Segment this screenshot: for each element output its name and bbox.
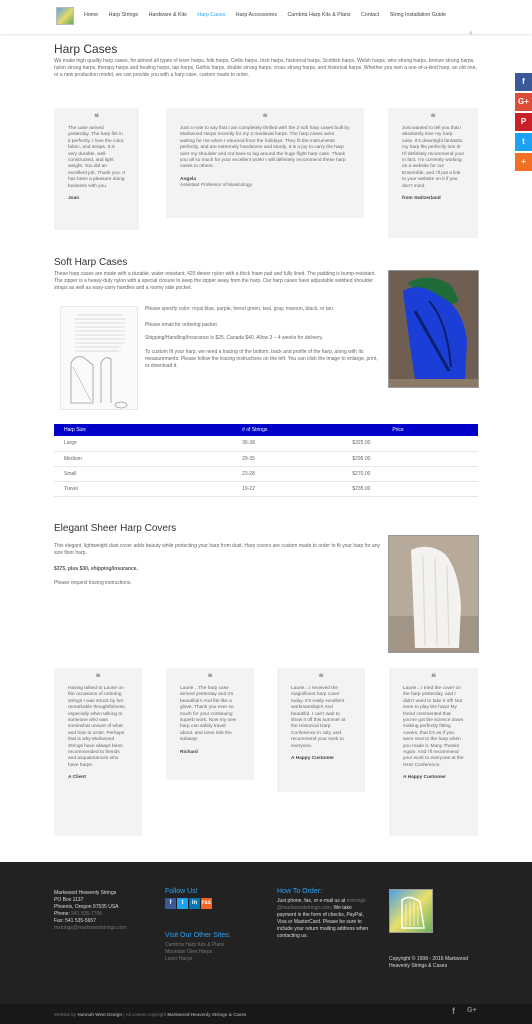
- col-price: Price: [342, 424, 478, 436]
- table-cell: Travel: [54, 481, 232, 496]
- testimonial-text: Just wanted to tell you that I absolutely love my harp case. It’s downright fantastic, my harp fits perfectly into it! I’ll definitely recommend you! In fact, I’m currently working on a website for our Ensemble, and I’ll put a link to your website on it if you don’t mind.: [402, 126, 464, 189]
- footer-logo[interactable]: [389, 889, 433, 933]
- designer-link[interactable]: Hannah West Design: [77, 1012, 123, 1017]
- testimonial-text: Having talked to Laurie on the occasions of ordering strings I was struck by her remarkable thoughtfulness, especially when talking to someone who was somewhat unsure of what and how to order. Perhaps that is why Markwood Strings have always been recommended to friends and acquaintances who have harps.: [68, 686, 126, 768]
- quote-icon: ❝: [94, 112, 99, 122]
- nav-harp-accessories[interactable]: Harp Accessories: [235, 12, 277, 18]
- testimonial-author: Richard: [180, 749, 198, 755]
- footer-email-link[interactable]: mstrings@markwoodstrings.com: [54, 925, 127, 931]
- testimonial-author: A Happy Customer: [403, 775, 447, 781]
- footer-phone: [54, 911, 146, 918]
- footer-fax: Fax: 541 535-5657: [54, 918, 96, 924]
- testimonial-author: A Client: [68, 775, 86, 781]
- order-text-start: Just phone, fax, or e-mail us at: [277, 898, 346, 904]
- table-row: [54, 466, 478, 481]
- testimonial-card: [54, 668, 142, 836]
- table-row: [54, 451, 478, 466]
- sheer-cover-illustration: [389, 536, 479, 653]
- facebook-icon[interactable]: f: [165, 898, 176, 909]
- testimonial-card: [54, 108, 139, 230]
- table-cell: Medium: [54, 451, 232, 466]
- company-link[interactable]: Markwood Heavenly Strings & Cases: [167, 1012, 247, 1017]
- nav-harp-cases[interactable]: Harp Cases: [197, 12, 226, 18]
- shipping-note: Shipping/Handling/Insurance is $25. Canada $40. Allow 3 – 4 weeks for delivery.: [145, 335, 324, 341]
- facebook-share-icon[interactable]: f: [515, 73, 532, 91]
- testimonial-author: Joan: [68, 196, 80, 202]
- testimonial-author-title: Assistant Professor of Musicology: [180, 183, 252, 189]
- soft-cases-heading: Soft Harp Cases: [54, 257, 128, 268]
- quote-icon: ❝: [95, 672, 101, 682]
- phone-link[interactable]: 541 535-7706: [71, 911, 103, 917]
- pinterest-share-icon[interactable]: P: [515, 113, 532, 131]
- custom-fit-note: To custom fit your harp, we need a tracing of the bottom, back and profile of the harp, along with its measurements. Please follow the tracing instructions on the left. You can click the image to enlarge, print, or download it.: [145, 349, 378, 369]
- table-row: [54, 436, 478, 451]
- nav-string-guide[interactable]: String Installation Guide: [389, 12, 446, 18]
- footer-follow: [165, 888, 260, 963]
- testimonial-author: Angela: [180, 176, 196, 182]
- sheer-covers-description: This elegant, lightweight dust cover adds beauty while protecting your harp from dust. Harp covers are custom made to order to fit your harp for any size floor harp.: [54, 543, 380, 556]
- testimonial-author: from Switzerland: [402, 196, 441, 202]
- price-table-header: [54, 424, 478, 436]
- nav-home[interactable]: Home: [84, 12, 99, 18]
- testimonial-text: Just a note to say that I am completely thrilled with the 2 soft harp cases built by Markwood Harps recently for my 2 medieval harps. The harp cases were waiting for me when I returned from the holidays. They fit the instruments perfectly, and are extremely handsome and sturdy. It is a joy to carry the harp over my shoulder and not have to lug around the huge flight harp case. Thank you all so much for your excellent work! I will definitely recommend these harp cases to others.: [180, 126, 350, 170]
- quote-icon: ❝: [207, 672, 213, 682]
- sheer-harp-cover-photo[interactable]: [388, 535, 479, 653]
- footer-order: [277, 888, 369, 940]
- footer-link-laser-harps[interactable]: Laser Harps: [165, 956, 193, 962]
- nav-contact[interactable]: Contact: [360, 12, 380, 18]
- table-cell: 19-22: [232, 481, 342, 496]
- tracing-instructions-image[interactable]: [60, 306, 138, 410]
- table-cell: Small: [54, 466, 232, 481]
- share-sidebar: [515, 73, 532, 173]
- footer-link-cambria[interactable]: Cambria Harp Kits & Plans: [165, 942, 225, 948]
- search-icon[interactable]: ⌕: [469, 30, 473, 37]
- table-cell: 23-28: [232, 466, 342, 481]
- soft-harp-case-photo[interactable]: [388, 270, 479, 388]
- nav-hardware-kits[interactable]: Hardware & Kits: [148, 12, 187, 18]
- col-harp-size: Harp Size: [54, 424, 232, 436]
- site-footer: [0, 862, 532, 1024]
- follow-us-heading: Follow Us!: [165, 888, 198, 895]
- blue-harp-case-illustration: [389, 271, 479, 388]
- google-plus-share-icon[interactable]: G+: [515, 93, 532, 111]
- testimonial-card: [389, 668, 478, 836]
- how-to-order-heading: How To Order:: [277, 888, 322, 895]
- rss-icon[interactable]: rss: [201, 898, 212, 909]
- testimonial-card: [166, 108, 364, 218]
- testimonial-text: Laurie…The harp case arrived yesterday and it’s beautiful!!! And fits like a glove. Thank you ever so much for your continuing superb work. Now my new harp can safely travel about, and even ride the subway!: [180, 686, 237, 743]
- footer-google-plus-icon[interactable]: G+: [467, 1007, 477, 1014]
- harp-logo-icon: [390, 890, 434, 934]
- table-cell: 29-35: [232, 451, 342, 466]
- how-to-order-text: [277, 898, 369, 940]
- credit-label: Website by: [54, 1012, 77, 1017]
- page-title: Harp Cases: [54, 42, 118, 56]
- footer-link-mountain-glen[interactable]: Mountain Glen Harps: [165, 949, 213, 955]
- linkedin-icon[interactable]: in: [189, 898, 200, 909]
- col-strings: # of Strings: [232, 424, 342, 436]
- follow-icons: [165, 898, 260, 909]
- footer-facebook-icon[interactable]: f: [452, 1006, 455, 1016]
- ordering-packet-note: Please email for ordering packet.: [145, 322, 219, 328]
- testimonial-card: [277, 668, 365, 792]
- sheer-covers-price: $375, plus $30, shipping/insurance.: [54, 566, 138, 572]
- nav-harp-strings[interactable]: Harp Strings: [108, 12, 139, 18]
- order-text-end: . We take payment in the form of checks, PayPal, Visa or MasterCard. Please be sure to include your return mailing address when contacting us.: [277, 905, 369, 939]
- testimonial-text: Laurie…I received the magnificent harp cover today. It’s really excellent workmanship!!! And beautiful. I can’t wait to show it off this summer at the Historical Harp Conference in July, and recommend your work to everyone.: [291, 686, 346, 749]
- main-nav: [84, 12, 455, 18]
- table-cell: $270.00: [342, 466, 478, 481]
- table-cell: Large: [54, 436, 232, 451]
- other-sites-heading: Visit Our Other Sites:: [165, 932, 231, 939]
- nav-cambria[interactable]: Cambria Harp Kits & Plans: [287, 12, 351, 18]
- soft-cases-description: These harp cases are made with a durable, water-resistant, 420 denier nylon with a thick foam pad and fully lined. The padding is bump-resistant. The zipper is a heavy-duty nylon with a special closure to keep the zipper away from the harp. Our harp cases have adjustable webbed shoulder straps as well as easy-carry handles and a roomy side pocket.: [54, 271, 376, 291]
- price-table: [54, 424, 478, 497]
- table-row: [54, 481, 478, 496]
- quote-icon: ❝: [430, 112, 436, 122]
- footer-city: Phoenix, Oregon 97535 USA: [54, 904, 119, 910]
- footer-company-name: Markwood Heavenly Strings: [54, 890, 117, 896]
- table-cell: $295.00: [342, 451, 478, 466]
- more-share-icon[interactable]: +: [515, 153, 532, 171]
- testimonial-author: A Happy Customer: [291, 756, 335, 762]
- intro-text: We make high quality harp cases, for almost all types of lever harps, folk harps, Celtic harps, Irish harps, historical harps, Scottish harps, Welsh harps, wire strung harps, bronze strung harps, nylon strung harps, therapy harps and healing harps, lap harps, Gothic harps, double strung harps, cross strung harps, and historical harps. Whether you own a one-of-a-kind harp, an old one, or a new production model, we can provide you with a harp case, custom made to order.: [54, 58, 477, 78]
- phone-label: Phone:: [54, 911, 70, 917]
- quote-icon: ❝: [262, 112, 268, 122]
- order-email-link[interactable]: mstrings@markwoodstrings.com: [277, 898, 366, 911]
- footer-copyright: Copyright © 1998 - 2016 Markwood Heavenly Strings & Cases: [389, 956, 469, 969]
- tracing-request-note: Please request tracing instructions.: [54, 580, 132, 586]
- table-cell: 36-38: [232, 436, 342, 451]
- color-options: Please specify color: royal blue, purple, forest green, teal, gray, maroon, black, or tan.: [145, 306, 335, 312]
- site-header: [0, 0, 532, 34]
- footer-contact: [54, 890, 146, 932]
- quote-icon: ❝: [318, 672, 324, 682]
- testimonial-text: The case arrived yesterday. The harp fits in it perfectly. I love the color, fabric, and straps. It is very durable, well-constructed, and light weight. You did an excellent job. Thank you. It has been a pleasure doing business with you.: [68, 126, 125, 189]
- testimonial-text: Laurie…I tried the cover on the harp yesterday, and I didn’t want to take it off! Not even to play the harp! My friend commented that you’ve got the science down making perfectly fitting covers, that it’s as if you were next to the harp when you made it. Many Thanks Again. And I’ll recommend your work to everyone at the HHS Conference.: [403, 686, 464, 768]
- twitter-icon[interactable]: t: [177, 898, 188, 909]
- testimonial-card: [388, 108, 478, 238]
- table-cell: $325.00: [342, 436, 478, 451]
- footer-po-box: PO Box 1137: [54, 897, 84, 903]
- site-logo[interactable]: [56, 7, 74, 25]
- harp-tracing-drawing: [61, 307, 139, 411]
- quote-icon: ❝: [431, 672, 436, 682]
- sheer-covers-heading: Elegant Sheer Harp Covers: [54, 523, 177, 534]
- twitter-share-icon[interactable]: t: [515, 133, 532, 151]
- table-cell: $235.00: [342, 481, 478, 496]
- copyright-label: | All content copyright: [123, 1012, 167, 1017]
- testimonial-card: [166, 668, 254, 780]
